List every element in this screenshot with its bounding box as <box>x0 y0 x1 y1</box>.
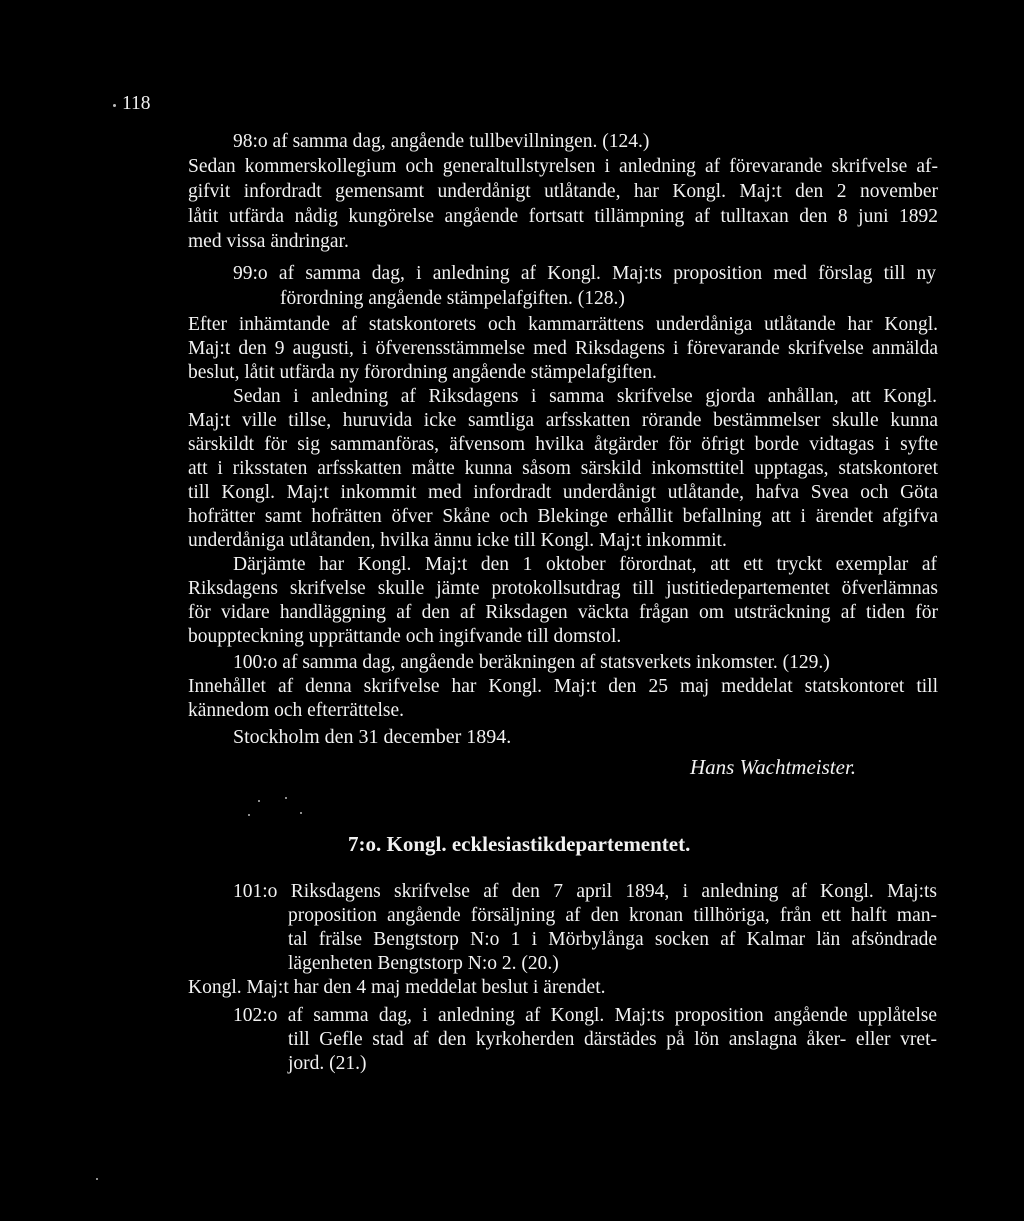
paragraph-line: hofrätter samt hofrätten öfver Skåne och Blekinge erhållit befallning att i ärendet afgifva <box>188 506 938 527</box>
department-heading: 7:o. Kongl. ecklesiastikdepartementet. <box>348 832 691 856</box>
paragraph-line: bouppteckning upprättande och ingifvande till domstol. <box>188 626 622 647</box>
section-heading-102: 102:o af samma dag, i anledning af Kongl. Maj:ts proposition angående upplåtelse <box>233 1005 937 1026</box>
paragraph-line: till Kongl. Maj:t inkommit med infordradt underdånigt utlåtande, hafva Svea och Göta <box>188 482 938 503</box>
paragraph-line: Efter inhämtande af statskontorets och kammarrättens underdåniga utlåtande har Kongl. <box>188 314 938 335</box>
paragraph-line: Riksdagens skrifvelse skulle jämte protokollsutdrag till justitiedepartementet öfverlämnas <box>188 578 938 599</box>
section-heading-98: 98:o af samma dag, angående tullbevillningen. (124.) <box>233 131 650 152</box>
paragraph-line: Sedan i anledning af Riksdagens i samma skrifvelse gjorda anhållan, att Kongl. <box>233 386 937 407</box>
stray-mark <box>113 104 116 107</box>
stray-mark <box>300 812 302 814</box>
paragraph-line: Kongl. Maj:t har den 4 maj meddelat beslut i ärendet. <box>188 977 606 998</box>
paragraph-line: Maj:t den 9 augusti, i öfverensstämmelse med Riksdagens i förevarande skrifvelse anmälda <box>188 338 938 359</box>
place-date: Stockholm den 31 december 1894. <box>233 726 512 748</box>
section-heading-101-cont: tal frälse Bengtstorp N:o 1 i Mörbylånga socken af Kalmar län afsöndrade <box>288 929 937 950</box>
section-heading-102-cont: till Gefle stad af den kyrkoherden därstädes på lön anslagna åker- eller vret- <box>288 1029 937 1050</box>
section-heading-101-cont: lägenheten Bengtstorp N:o 2. (20.) <box>288 953 559 974</box>
paragraph-line: särskildt för sig sammanföras, äfvensom hvilka åtgärder för öfrigt borde vidtagas i syfte <box>188 434 938 455</box>
stray-mark <box>285 797 287 799</box>
section-heading-102-cont: jord. (21.) <box>288 1053 367 1074</box>
paragraph-line: Därjämte har Kongl. Maj:t den 1 oktober förordnat, att ett tryckt exemplar af <box>233 554 937 575</box>
paragraph-line: beslut, låtit utfärda ny förordning angående stämpelafgiften. <box>188 362 657 383</box>
stray-mark <box>258 800 260 802</box>
paragraph-line: Maj:t ville tillse, huruvida icke samtliga arfsskatten rörande bestämmelser skulle kunna <box>188 410 938 431</box>
paragraph-line: låtit utfärda nådig kungörelse angående fortsatt tillämpning af tulltaxan den 8 juni 1892 <box>188 206 938 227</box>
paragraph-line: Innehållet af denna skrifvelse har Kongl. Maj:t den 25 maj meddelat statskontoret till <box>188 676 938 697</box>
section-heading-101: 101:o Riksdagens skrifvelse af den 7 april 1894, i anledning af Kongl. Maj:ts <box>233 881 937 902</box>
stray-mark <box>248 814 250 816</box>
paragraph-line: för vidare handläggning af den af Riksdagen väckta frågan om utsträckning af tiden för <box>188 602 938 623</box>
paragraph-line: kännedom och efterrättelse. <box>188 700 405 721</box>
section-heading-99: 99:o af samma dag, i anledning af Kongl. Maj:ts proposition med förslag till ny <box>233 263 936 284</box>
section-heading-101-cont: proposition angående försäljning af den kronan tillhöriga, från ett halft man- <box>288 905 937 926</box>
section-heading-99-cont: förordning angående stämpelafgiften. (128.) <box>280 288 625 309</box>
paragraph-line: Sedan kommerskollegium och generaltullstyrelsen i anledning af förevarande skrifvelse af- <box>188 156 938 177</box>
paragraph-line: med vissa ändringar. <box>188 231 349 252</box>
page-number: 118 <box>122 93 151 114</box>
signature: Hans Wachtmeister. <box>690 755 857 779</box>
stray-mark <box>96 1178 98 1180</box>
paragraph-line: underdåniga utlåtanden, hvilka ännu icke till Kongl. Maj:t inkommit. <box>188 530 727 551</box>
paragraph-line: att i riksstaten arfsskatten måtte kunna såsom särskild inkomsttitel upptagas, statskontoret <box>188 458 938 479</box>
paragraph-line: gifvit infordradt gemensamt underdånigt utlåtande, har Kongl. Maj:t den 2 november <box>188 181 938 202</box>
section-heading-100: 100:o af samma dag, angående beräkningen af statsverkets inkomster. (129.) <box>233 652 830 673</box>
